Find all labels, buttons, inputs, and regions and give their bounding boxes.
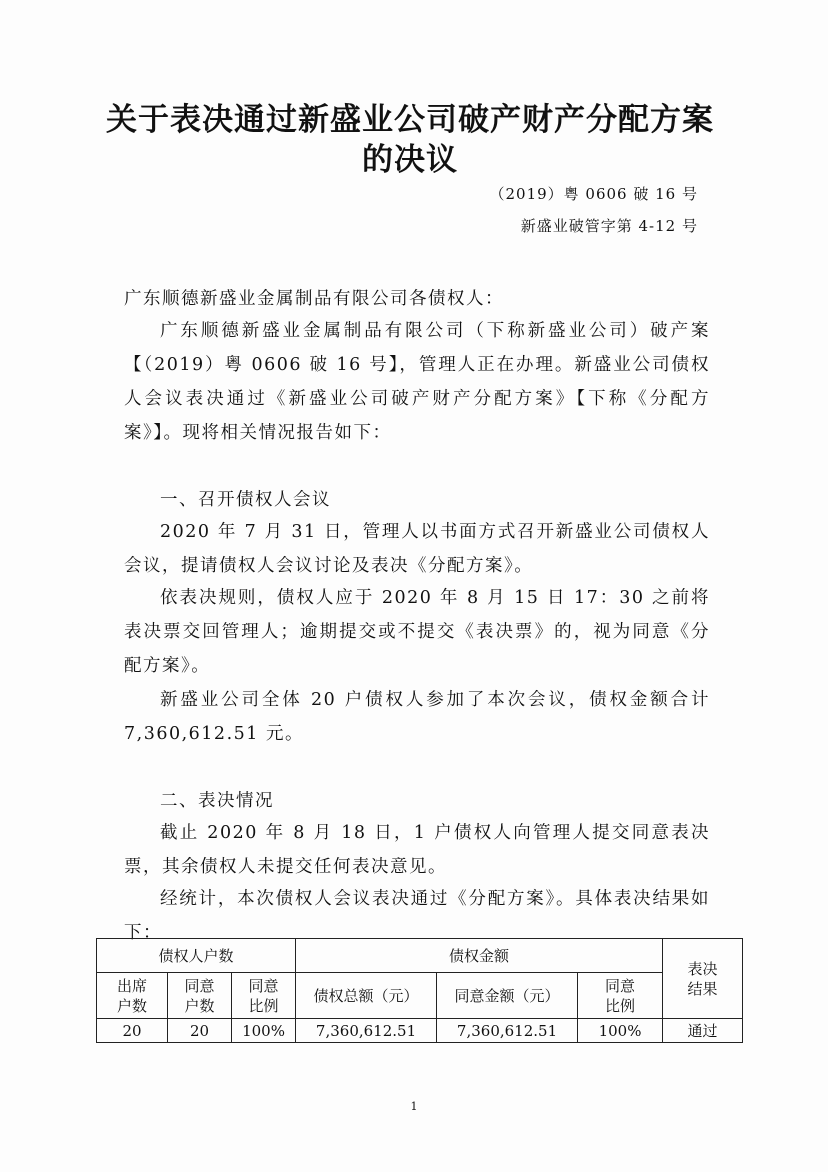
subheader-amount-ratio bbox=[578, 973, 663, 1019]
header-vote-result-label: 表决结果 bbox=[687, 959, 718, 998]
cell-agree-ratio: 100% bbox=[232, 1019, 296, 1043]
header-creditor-count: 债权人户数 bbox=[97, 939, 296, 973]
section2-paragraph-2: 经统计，本次债权人会议表决通过《分配方案》。具体表决结果如下： bbox=[124, 889, 710, 943]
subheader-amount-ratio-label: 同意比例 bbox=[605, 976, 636, 1015]
page-number: 1 bbox=[410, 1100, 418, 1113]
subheader-agreed-amount: 同意金额（元） bbox=[437, 973, 578, 1019]
document-number: 新盛业破管字第 4-12 号 bbox=[520, 217, 698, 235]
subheader-agree-ratio-label: 同意比例 bbox=[248, 976, 279, 1015]
subheader-attending bbox=[97, 973, 168, 1019]
case-number: （2019）粤 0606 破 16 号 bbox=[489, 185, 698, 203]
cell-agreed-amount: 7,360,612.51 bbox=[437, 1019, 578, 1043]
table-row bbox=[97, 1019, 743, 1043]
cell-total-claims: 7,360,612.51 bbox=[296, 1019, 437, 1043]
document-title: 关于表决通过新盛业公司破产财产分配方案的决议 bbox=[106, 102, 714, 178]
section-heading-1: 一、召开债权人会议 bbox=[160, 490, 331, 510]
intro-paragraph: 广东顺德新盛业金属制品有限公司（下称新盛业公司）破产案【（2019）粤 0606 破 16 号】，管理人正在办理。新盛业公司债权人会议表决通过《新盛业公司破产财产分配方案》【下称《分配方案》】。现将相关情况报告如下： bbox=[124, 321, 710, 443]
cell-attending: 20 bbox=[97, 1019, 168, 1043]
section-heading-2: 二、表决情况 bbox=[160, 791, 274, 811]
header-vote-result bbox=[663, 939, 743, 1019]
subheader-attending-label: 出席户数 bbox=[116, 976, 147, 1015]
section1-paragraph-1: 2020 年 7 月 31 日，管理人以书面方式召开新盛业公司债权人会议，提请债权人会议讨论及表决《分配方案》。 bbox=[124, 522, 710, 576]
subheader-total-claims: 债权总额（元） bbox=[296, 973, 437, 1019]
subheader-agreeing-label: 同意户数 bbox=[184, 976, 215, 1015]
table-header-row bbox=[97, 939, 743, 973]
cell-vote-result: 通过 bbox=[663, 1019, 743, 1043]
section1-paragraph-2: 依表决规则，债权人应于 2020 年 8 月 15 日 17：30 之前将表决票交回管理人；逾期提交或不提交《表决票》的，视为同意《分配方案》。 bbox=[124, 588, 710, 676]
subheader-agreeing bbox=[168, 973, 232, 1019]
header-claim-amount: 债权金额 bbox=[296, 939, 663, 973]
cell-agreeing: 20 bbox=[168, 1019, 232, 1043]
section2-paragraph-1: 截止 2020 年 8 月 18 日，1 户债权人向管理人提交同意表决票，其余债权人未提交任何表决意见。 bbox=[124, 823, 710, 877]
cell-amount-ratio: 100% bbox=[578, 1019, 663, 1043]
addressee: 广东顺德新盛业金属制品有限公司各债权人： bbox=[124, 289, 504, 309]
table-subheader-row bbox=[97, 973, 743, 1019]
section1-paragraph-3: 新盛业公司全体 20 户债权人参加了本次会议，债权金额合计 7,360,612.51 元。 bbox=[124, 690, 710, 744]
subheader-agree-ratio bbox=[232, 973, 296, 1019]
vote-result-table bbox=[96, 938, 743, 1043]
